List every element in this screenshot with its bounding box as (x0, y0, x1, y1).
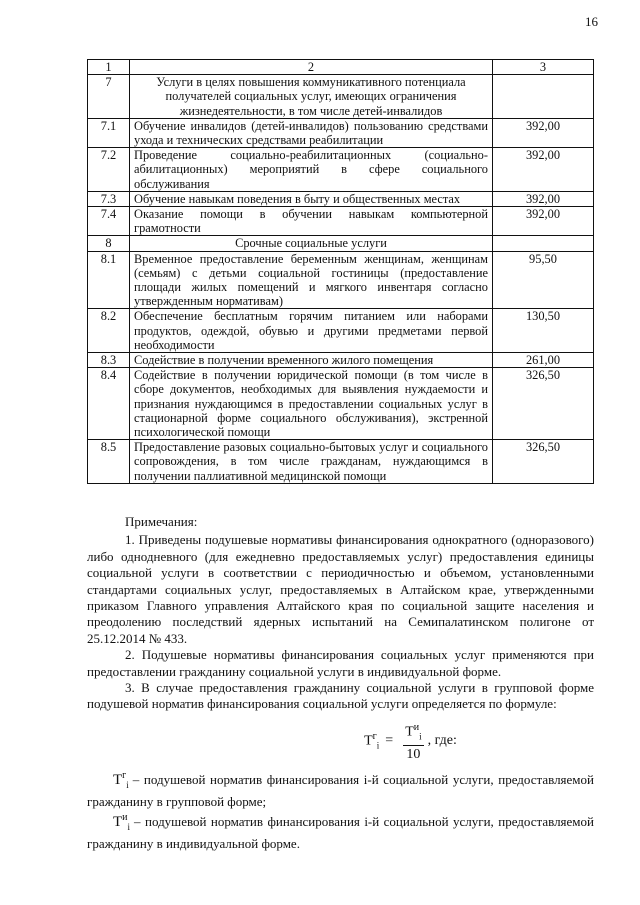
definition-group: $T^г_i$ – подушевой норматив финансирования i-й социальной услуги, предоставляемой гражданину в групповой форме; (87, 770, 594, 809)
service-description: Срочные социальные услуги (130, 236, 493, 251)
services-table (87, 59, 594, 484)
notes-heading: Примечания: (125, 514, 198, 529)
page-number: 16 (585, 14, 598, 29)
service-price: 392,00 (493, 207, 594, 236)
table-row (88, 440, 594, 484)
service-price: 392,00 (493, 118, 594, 147)
service-description: Оказание помощи в обучении навыкам компьютерной грамотности (130, 207, 493, 236)
row-number: 7.3 (88, 191, 130, 206)
service-description: Обеспечение бесплатным горячим питанием или наборами продуктов, одеждой, обувью и другими предметами первой необходимости (130, 309, 493, 353)
table-row (88, 191, 594, 206)
col-header-3: 3 (493, 60, 594, 75)
row-number: 8.1 (88, 251, 130, 309)
formula: $T^г_i$ = $\frac{T^и_i}{10}$ , где: (227, 719, 594, 764)
service-description: Обучение инвалидов (детей-инвалидов) пользованию средствами ухода и технических средствами реабилитации (130, 118, 493, 147)
row-number: 7 (88, 75, 130, 119)
service-description: Обучение навыкам поведения в быту и общественных местах (130, 191, 493, 206)
notes-section (87, 514, 594, 852)
row-number: 7.1 (88, 118, 130, 147)
service-description: Предоставление разовых социально-бытовых услуг и социального сопровождения, в том числе гражданам, нуждающимся в получении паллиативной медицинской помощи (130, 440, 493, 484)
service-price: 392,00 (493, 148, 594, 192)
row-number: 7.4 (88, 207, 130, 236)
service-price: 261,00 (493, 353, 594, 368)
definition-individual: $T^и_i$ – подушевой норматив финансирования i-й социальной услуги, предоставляемой гражданину в индивидуальной форме. (87, 812, 594, 851)
service-price: 130,50 (493, 309, 594, 353)
table-header-row (88, 60, 594, 75)
table-row (88, 148, 594, 192)
service-price: 326,50 (493, 368, 594, 440)
note-1: 1. Приведены подушевые нормативы финансирования однократного (одноразового) либо однодневного (для ежедневно предоставляемых услуг) предоставления единицы социальной услуги в соответствии с периодичностью и объемом, установленными стандартами социальных услуг, предоставляемых в Алтайском крае, утвержденными приказом Главного управления Алтайского края по социальной защите населения и преодолению последствий ядерных испытаний на Семипалатинском полигоне от 25.12.2014 № 433. (87, 532, 594, 646)
col-header-2: 2 (130, 60, 493, 75)
service-price (493, 236, 594, 251)
table-row (88, 251, 594, 309)
table-row (88, 309, 594, 353)
formula-tail: , где: (427, 733, 457, 749)
note-2: 2. Подушевые нормативы финансирования социальных услуг применяются при предоставлении гражданину социальной услуги в индивидуальной форме. (87, 647, 594, 679)
service-price (493, 75, 594, 119)
table-row (88, 118, 594, 147)
row-number: 7.2 (88, 148, 130, 192)
service-description: Услуги в целях повышения коммуникативного потенциала получателей социальных услуг, имеющих ограничения жизнедеятельности, в том числе детей-инвалидов (130, 75, 493, 119)
table-row (88, 368, 594, 440)
row-number: 8 (88, 236, 130, 251)
service-price: 95,50 (493, 251, 594, 309)
service-price: 392,00 (493, 191, 594, 206)
formula-lhs: $T^г_i$ (364, 731, 380, 751)
table-body (88, 75, 594, 484)
section-row (88, 236, 594, 251)
row-number: 8.4 (88, 368, 130, 440)
row-number: 8.5 (88, 440, 130, 484)
col-header-1: 1 (88, 60, 130, 75)
service-description: Содействие в получении временного жилого помещения (130, 353, 493, 368)
table-row (88, 207, 594, 236)
formula-fraction: $\frac{T^и_i}{10}$ (403, 719, 423, 764)
row-number: 8.3 (88, 353, 130, 368)
service-description: Проведение социально-реабилитационных (социально-абилитационных) мероприятий в сфере социального обслуживания (130, 148, 493, 192)
section-row (88, 75, 594, 119)
table-row (88, 353, 594, 368)
service-description: Временное предоставление беременным женщинам, женщинам (семьям) с детьми социальной гостиницы (предоставление площади жилых помещений и мягкого инвентаря согласно утвержденным нормативам) (130, 251, 493, 309)
service-price: 326,50 (493, 440, 594, 484)
row-number: 8.2 (88, 309, 130, 353)
note-3: 3. В случае предоставления гражданину социальной услуги в групповой форме подушевой норматив финансирования социальной услуги определяется по формуле: (87, 680, 594, 712)
service-description: Содействие в получении юридической помощи (в том числе в сборе документов, необходимых для выявления нуждаемости и признания нуждающимся в предоставлении социальных услуг в стационарной форме социального обслуживания), экстренной психологической помощи (130, 368, 493, 440)
